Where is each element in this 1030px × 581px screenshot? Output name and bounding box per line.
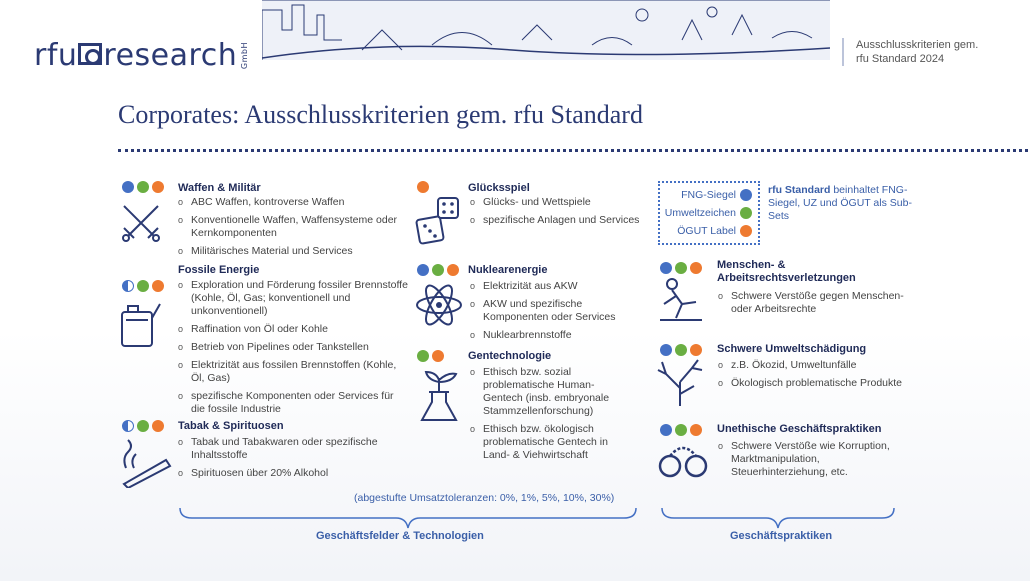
nuklear-list: [470, 280, 640, 347]
criteria-dots-nuklear: [417, 264, 459, 276]
gentech-list: [470, 366, 630, 467]
criteria-dots-unethisch: [660, 424, 702, 436]
fng-partial-dot: [122, 280, 134, 292]
right-brace: [660, 506, 896, 530]
rfu-logo: rfu research GmbH: [34, 38, 250, 73]
injured-person-icon: [656, 276, 706, 324]
atom-icon: [414, 280, 464, 330]
legend-uz-label: Umweltzeichen: [664, 207, 736, 219]
list-item: o spezifische Komponenten oder Services für die fossile Industrie: [178, 390, 408, 416]
oegut-dot: [740, 225, 752, 237]
list-item: o Schwere Verstöße wie Korruption, Marktmanipulation, Steuerhinterziehung, etc.: [718, 440, 918, 479]
right-brace-label: Geschäftspraktiken: [730, 530, 833, 542]
section-title-fossil: Fossile Energie: [178, 264, 260, 276]
crossed-swords-icon: [118, 200, 164, 246]
fng-partial-dot: [122, 420, 134, 432]
oegut-dot: [690, 262, 702, 274]
fng-dot: [660, 424, 672, 436]
section-title-gentech: Gentechnologie: [468, 350, 552, 362]
cigarette-icon: [118, 438, 172, 488]
list-item: o Ethisch bzw. ökologisch problematische Gentech in Land- & Viehwirtschaft: [470, 423, 630, 462]
fng-dot: [417, 264, 429, 276]
menschen-list: [718, 290, 918, 321]
list-item: o Militärisches Material und Services: [178, 245, 408, 258]
section-title-waffen: Waffen & Militär: [178, 182, 261, 194]
caption-line-1: Ausschlusskriterien gem.: [856, 39, 979, 51]
list-item: o Betrieb von Pipelines oder Tankstellen: [178, 341, 408, 354]
list-item: o Nuklearbrennstoffe: [470, 329, 640, 342]
list-item: o spezifische Anlagen und Services: [470, 214, 640, 227]
top-right-caption: [842, 38, 1022, 66]
list-item: o ABC Waffen, kontroverse Waffen: [178, 196, 408, 209]
list-item: o z.B. Ökozid, Umweltunfälle: [718, 359, 918, 372]
fuel-can-icon: [118, 298, 164, 350]
label-legend: [658, 181, 760, 245]
list-item: o Elektrizität aus fossilen Brennstoffen (Kohle, Öl, Gas): [178, 359, 408, 385]
tolerance-note: (abgestufte Umsatztoleranzen: 0%, 1%, 5%, 10%, 30%): [354, 492, 615, 504]
fng-dot: [660, 262, 672, 274]
uz-dot: [417, 350, 429, 362]
gluecksspiel-list: [470, 196, 640, 232]
list-item: o AKW und spezifische Komponenten oder Services: [470, 298, 640, 324]
list-item: o Tabak und Tabakwaren oder spezifische Inhaltsstoffe: [178, 436, 408, 462]
list-item: o Ökologisch problematische Produkte: [718, 377, 918, 390]
section-title-unethisch: Unethische Geschäftspraktiken: [717, 423, 882, 435]
legend-oegut-label: ÖGUT Label: [677, 225, 736, 237]
title-divider: [118, 149, 1028, 152]
uz-dot: [740, 207, 752, 219]
uz-dot: [675, 344, 687, 356]
page-title: Corporates: Ausschlusskriterien gem. rfu Standard: [118, 100, 643, 129]
list-item: o Raffination von Öl oder Kohle: [178, 323, 408, 336]
unethisch-list: [718, 440, 918, 484]
criteria-dots-menschen: [660, 262, 702, 274]
oegut-dot: [690, 424, 702, 436]
criteria-dots-gluecksspiel: [417, 181, 429, 193]
fng-dot: [740, 189, 752, 201]
header-illustration: [262, 0, 830, 60]
dead-tree-icon: [656, 358, 706, 408]
list-item: o Spirituosen über 20% Alkohol: [178, 467, 408, 480]
uz-dot: [675, 262, 687, 274]
criteria-dots-fossil: [122, 280, 164, 292]
uz-dot: [137, 280, 149, 292]
handcuffs-icon: [656, 440, 710, 480]
oegut-dot: [447, 264, 459, 276]
section-title-tabak: Tabak & Spirituosen: [178, 420, 284, 432]
oegut-dot: [152, 181, 164, 193]
oegut-dot: [417, 181, 429, 193]
section-title-nuklear: Nuklearenergie: [468, 264, 548, 276]
fng-dot: [122, 181, 134, 193]
umwelt-list: [718, 359, 918, 395]
fng-dot: [660, 344, 672, 356]
list-item: o Exploration und Förderung fossiler Brennstoffe (Kohle, Öl, Gas; konventionell und unkonventionell): [178, 279, 408, 318]
oegut-dot: [690, 344, 702, 356]
legend-description: rfu Standard beinhaltet FNG-Siegel, UZ und ÖGUT als Sub-Sets: [768, 184, 912, 222]
dice-icon: [414, 196, 462, 246]
fossil-list: [178, 279, 408, 421]
list-item: o Ethisch bzw. sozial problematische Human-Gentech (insb. embryonale Stammzellenforschung): [470, 366, 630, 418]
oegut-dot: [152, 420, 164, 432]
left-brace: [178, 506, 638, 530]
list-item: o Schwere Verstöße gegen Menschen- oder Arbeitsrechte: [718, 290, 918, 316]
section-title-umwelt: Schwere Umweltschädigung: [717, 343, 867, 355]
uz-dot: [137, 181, 149, 193]
criteria-dots-waffen: [122, 181, 164, 193]
waffen-list: [178, 196, 408, 263]
list-item: o Konventionelle Waffen, Waffensysteme oder Kernkomponenten: [178, 214, 408, 240]
uz-dot: [432, 264, 444, 276]
oegut-dot: [432, 350, 444, 362]
criteria-dots-gentech: [417, 350, 444, 362]
uz-dot: [675, 424, 687, 436]
section-title-gluecksspiel: Glücksspiel: [468, 182, 530, 194]
legend-fng-label: FNG-Siegel: [681, 189, 736, 201]
left-brace-label: Geschäftsfelder & Technologien: [316, 530, 484, 542]
criteria-dots-tabak: [122, 420, 164, 432]
criteria-dots-umwelt: [660, 344, 702, 356]
tabak-list: [178, 436, 408, 485]
uz-dot: [137, 420, 149, 432]
list-item: o Glücks- und Wettspiele: [470, 196, 640, 209]
section-title-menschen: Menschen- & Arbeitsrechtsverletzungen: [717, 259, 856, 284]
flask-plant-icon: [416, 368, 462, 424]
list-item: o Elektrizität aus AKW: [470, 280, 640, 293]
caption-line-2: rfu Standard 2024: [856, 53, 945, 65]
oegut-dot: [152, 280, 164, 292]
